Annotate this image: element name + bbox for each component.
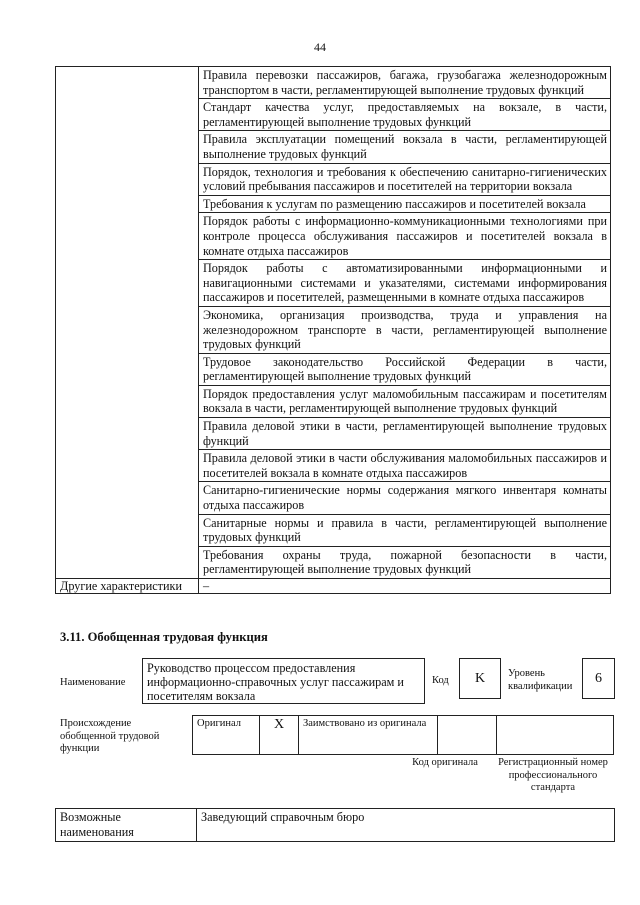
- knowledge-item: Порядок работы с информационно-коммуникационными технологиями при контроле процесса обслуживания пассажиров и посетителей вокзала в комнате отдыха пассажиров: [199, 213, 611, 260]
- knowledge-item: Правила деловой этики в части обслуживания маломобильных пассажиров и посетителей вокзала в комнате отдыха пассажиров: [199, 450, 611, 482]
- origin-label: Происхождение обобщенной трудовой функции: [60, 718, 160, 754]
- qualification-level-label: Уровень квалификации: [508, 668, 573, 692]
- knowledge-item: Трудовое законодательство Российской Федерации в части, регламентирующей выполнение трудовых функций: [199, 353, 611, 385]
- registration-number-label: Регистрационный номер профессионального стандарта: [498, 757, 608, 793]
- knowledge-item: Правила перевозки пассажиров, багажа, грузобагажа железнодорожным транспортом в части, регламентирующей выполнение трудовых функций: [199, 67, 611, 99]
- section-title: 3.11. Обобщенная трудовая функция: [60, 630, 268, 644]
- knowledge-item: Правила эксплуатации помещений вокзала в части, регламентирующей выполнение трудовых функций: [199, 131, 611, 163]
- name-value: Руководство процессом предоставления информационно-справочных услуг пассажирам и посетителям вокзала: [142, 658, 425, 704]
- knowledge-item: Порядок работы с автоматизированными информационными и навигационными системами и указателями, системами информирования пассажиров и посетителей, размещенными в комнате отдыха пассажиров: [199, 260, 611, 307]
- code-label: Код: [432, 675, 449, 686]
- possible-titles-value: Заведующий справочным бюро: [197, 809, 615, 842]
- registration-number-cell: [497, 716, 614, 755]
- knowledge-table: [55, 66, 611, 594]
- borrowed-label: Заимствовано из оригинала: [299, 716, 438, 755]
- knowledge-item: Санитарные нормы и правила в части, регламентирующей выполнение трудовых функций: [199, 514, 611, 546]
- possible-titles-label: Возможные наименования: [56, 809, 197, 842]
- knowledge-item: Требования к услугам по размещению пассажиров и посетителей вокзала: [199, 195, 611, 213]
- code-original-label: Код оригинала: [412, 757, 478, 768]
- possible-titles-table: [55, 808, 615, 842]
- original-code-cell: [438, 716, 497, 755]
- name-label: Наименование: [60, 677, 126, 688]
- other-characteristics-label: Другие характеристики: [56, 579, 199, 594]
- knowledge-item: Стандарт качества услуг, предоставляемых на вокзале, в части, регламентирующей выполнение трудовых функций: [199, 99, 611, 131]
- knowledge-item: Экономика, организация производства, труда и управления на железнодорожном транспорте в части, регламентирующей выполнение трудовых функций: [199, 306, 611, 353]
- original-mark: X: [260, 716, 299, 755]
- other-characteristics-value: –: [199, 579, 611, 594]
- other-characteristics-row: [56, 579, 611, 594]
- knowledge-item: Санитарно-гигиенические нормы содержания мягкого инвентаря комнаты отдыха пассажиров: [199, 482, 611, 514]
- code-value: K: [459, 658, 501, 699]
- knowledge-label-cell: [56, 67, 199, 579]
- knowledge-item: Порядок предоставления услуг маломобильным пассажирам и посетителям вокзала в части, регламентирующей выполнение трудовых функций: [199, 385, 611, 417]
- knowledge-item: Порядок, технология и требования к обеспечению санитарно-гигиенических условий пребывания пассажиров и посетителей на территории вокзала: [199, 163, 611, 195]
- origin-table: [192, 715, 614, 755]
- knowledge-row: [56, 67, 611, 99]
- qualification-level-value: 6: [582, 658, 615, 699]
- original-label: Оригинал: [193, 716, 260, 755]
- knowledge-item: Требования охраны труда, пожарной безопасности в части, регламентирующей выполнение трудовых функций: [199, 546, 611, 578]
- knowledge-item: Правила деловой этики в части, регламентирующей выполнение трудовых функций: [199, 418, 611, 450]
- page-number: 44: [314, 40, 326, 54]
